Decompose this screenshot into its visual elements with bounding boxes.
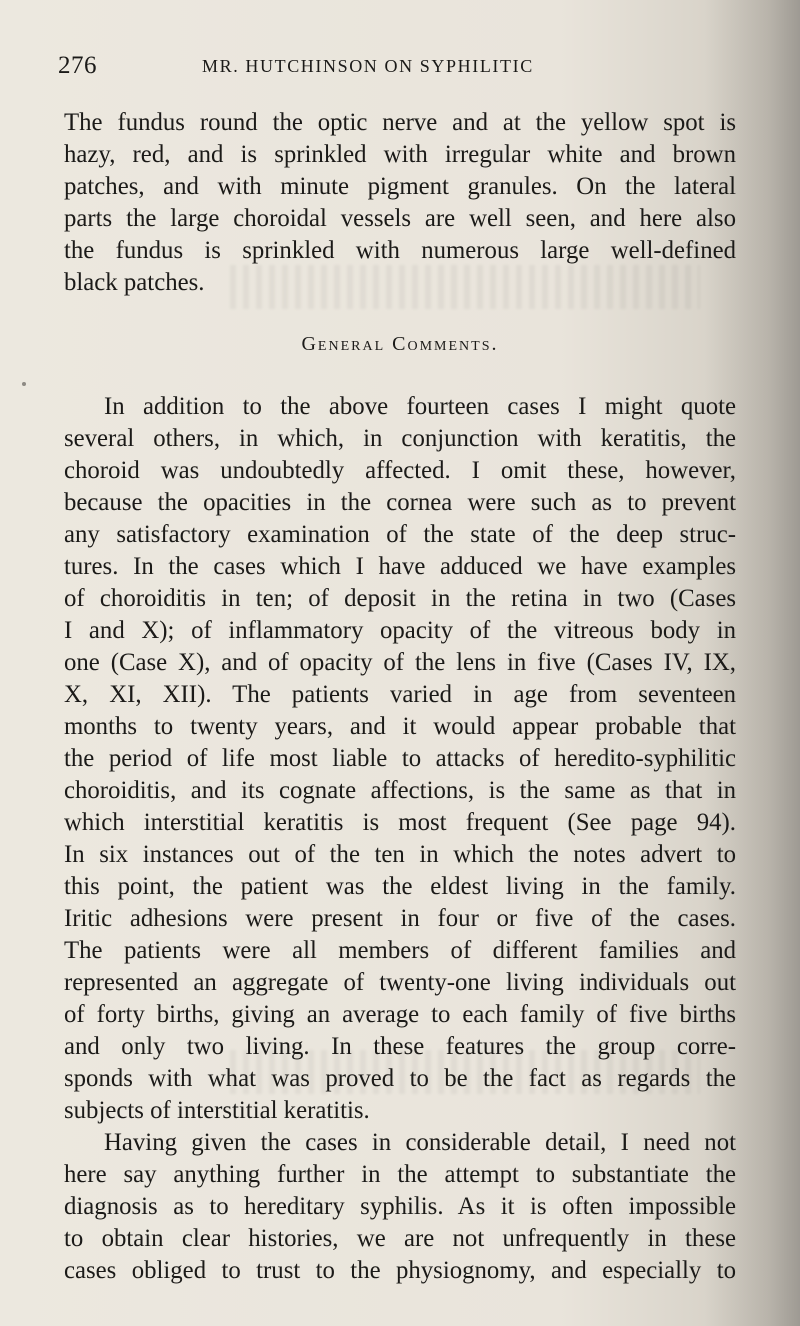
text-line: and only two living. In these features the group corre-	[64, 1033, 736, 1060]
text-line: because the opacities in the cornea were such as to prevent	[64, 489, 736, 516]
text-line: of choroiditis in ten; of deposit in the retina in two (Cases	[64, 585, 736, 612]
text-line: patches, and with minute pigment granules. On the lateral	[64, 173, 736, 200]
page-number: 276	[58, 52, 97, 79]
paper-speck	[22, 382, 26, 386]
text-line: one (Case X), and of opacity of the lens in five (Cases IV, IX,	[64, 649, 736, 676]
text-line: months to twenty years, and it would appear probable that	[64, 713, 736, 740]
text-line: of forty births, giving an average to each family of five births	[64, 1001, 736, 1028]
page-header	[58, 52, 734, 88]
text-line: black patches.	[64, 269, 205, 296]
text-line: here say anything further in the attempt to substantiate the	[64, 1161, 736, 1188]
text-line: the fundus is sprinkled with numerous large well-defined	[64, 237, 736, 264]
text-line: subjects of interstitial keratitis.	[64, 1097, 370, 1124]
text-line: The fundus round the optic nerve and at the yellow spot is	[64, 109, 736, 136]
text-line: tures. In the cases which I have adduced we have examples	[64, 553, 736, 580]
text-line: In addition to the above fourteen cases I might quote	[104, 393, 736, 420]
text-line: I and X); of inflammatory opacity of the vitreous body in	[64, 617, 736, 644]
text-line: choroid was undoubtedly affected. I omit these, however,	[64, 457, 736, 484]
text-line: sponds with what was proved to be the fact as regards the	[64, 1065, 736, 1092]
text-line: Iritic adhesions were present in four or five of the cases.	[64, 905, 736, 932]
text-line: In six instances out of the ten in which the notes advert to	[64, 841, 736, 868]
running-head: MR. HUTCHINSON ON SYPHILITIC	[202, 56, 534, 76]
text-line: any satisfactory examination of the state of the deep struc-	[64, 521, 736, 548]
text-line: parts the large choroidal vessels are well seen, and here also	[64, 205, 736, 232]
text-line: diagnosis as to hereditary syphilis. As it is often impossible	[64, 1193, 736, 1220]
text-line: X, XI, XII). The patients varied in age from seventeen	[64, 681, 736, 708]
text-line: which interstitial keratitis is most frequent (See page 94).	[64, 809, 736, 836]
text-line: hazy, red, and is sprinkled with irregular white and brown	[64, 141, 736, 168]
section-heading: General Comments.	[301, 333, 499, 355]
text-line: The patients were all members of different families and	[64, 937, 736, 964]
text-line: cases obliged to trust to the physiognomy, and especially to	[64, 1257, 736, 1284]
text-line: represented an aggregate of twenty-one living individuals out	[64, 969, 736, 996]
text-line: this point, the patient was the eldest living in the family.	[64, 873, 736, 900]
text-line: several others, in which, in conjunction with keratitis, the	[64, 425, 736, 452]
text-line: choroiditis, and its cognate affections, is the same as that in	[64, 777, 736, 804]
text-line: Having given the cases in considerable detail, I need not	[104, 1129, 736, 1156]
text-line: to obtain clear histories, we are not unfrequently in these	[64, 1225, 736, 1252]
text-line: the period of life most liable to attacks of heredito-syphilitic	[64, 745, 736, 772]
